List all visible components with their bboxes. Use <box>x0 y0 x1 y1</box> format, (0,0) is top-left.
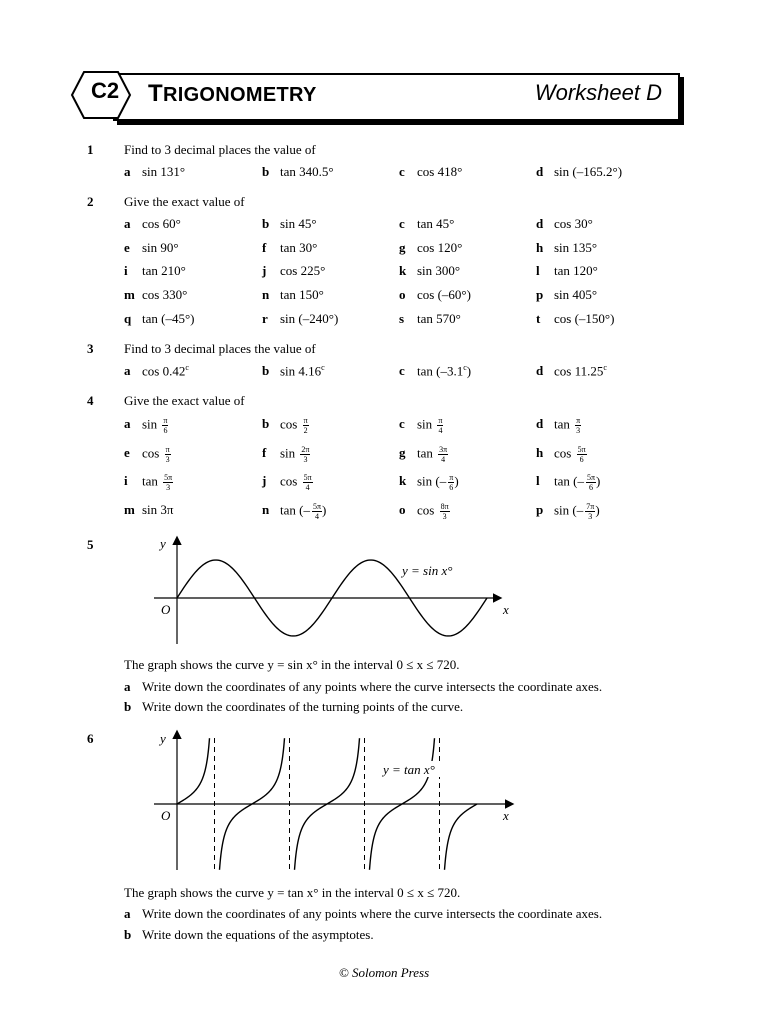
page-title: TRIGONOMETRY <box>148 80 317 107</box>
question-number: 2 <box>87 194 94 209</box>
list-item: n tan 150° <box>262 287 324 302</box>
list-item: k sin (– $\frac{\pi}{6}$ ) <box>399 473 459 492</box>
fraction: $\frac{\pi}{2}$ <box>303 416 308 435</box>
list-item: d cos 30° <box>536 216 593 231</box>
fraction: $\frac{5\pi}{6}$ <box>586 473 596 492</box>
list-item: s tan 570° <box>399 311 461 326</box>
x-axis-label: x <box>503 808 509 823</box>
fraction: $\frac{\pi}{4}$ <box>438 416 443 435</box>
list-item: d sin (–165.2°) <box>536 164 623 179</box>
fraction: $\frac{\pi}{3}$ <box>165 445 170 464</box>
list-item: l tan (– $\frac{5\pi}{6}$ ) <box>536 473 601 492</box>
fraction: $\frac{8\pi}{3}$ <box>440 502 449 521</box>
origin-label: O <box>161 808 171 823</box>
list-item: k sin 300° <box>399 263 461 278</box>
fraction: $\frac{7\pi}{3}$ <box>586 502 595 521</box>
list-item: e cos $\frac{\pi}{3}$ <box>124 445 170 464</box>
fraction: $\frac{5\pi}{6}$ <box>577 445 586 464</box>
curve-label: y = tan x° <box>383 762 435 777</box>
question-text: Find to 3 decimal places the value of <box>124 142 316 157</box>
list-item: i tan 210° <box>124 263 186 278</box>
question-number: 3 <box>87 341 94 356</box>
list-item: g tan $\frac{3\pi}{4}$ <box>399 445 448 464</box>
list-item: j cos 225° <box>262 263 326 278</box>
list-item: d cos 11.25$^c$ <box>536 363 607 379</box>
list-item: o cos $\frac{8\pi}{3}$ <box>399 502 449 521</box>
list-item: q tan (–45°) <box>124 311 195 326</box>
fraction: $\frac{2\pi}{3}$ <box>301 445 310 464</box>
list-item: p sin 405° <box>536 287 598 302</box>
list-item: p sin (– $\frac{7\pi}{3}$ ) <box>536 502 600 521</box>
tan-curve-branch <box>177 738 210 804</box>
list-item: b tan 340.5° <box>262 164 334 179</box>
list-item: h cos $\frac{5\pi}{6}$ <box>536 445 586 464</box>
question-number: 4 <box>87 393 94 408</box>
tan-graph <box>140 728 530 873</box>
list-item: c sin $\frac{\pi}{4}$ <box>399 416 443 435</box>
chapter-code: C2 <box>90 78 120 103</box>
list-item: j cos $\frac{5\pi}{4}$ <box>262 473 312 492</box>
curve-label: y = sin x° <box>402 563 453 578</box>
list-item: c cos 418° <box>399 164 463 179</box>
list-item: b Write down the equations of the asymptotes. <box>124 927 374 942</box>
list-item: c tan (–3.1$^c$) <box>399 363 472 379</box>
list-item: m cos 330° <box>124 287 188 302</box>
list-item: a cos 0.42$^c$ <box>124 363 189 379</box>
list-item: a sin 131° <box>124 164 186 179</box>
list-item: a cos 60° <box>124 216 181 231</box>
x-axis-label: x <box>503 602 509 617</box>
y-axis-label: y <box>160 731 166 746</box>
fraction: $\frac{5\pi}{3}$ <box>164 473 173 492</box>
y-axis-label: y <box>160 536 166 551</box>
fraction: $\frac{5\pi}{4}$ <box>303 473 312 492</box>
list-item: m sin 3π <box>124 502 174 517</box>
list-item: l tan 120° <box>536 263 598 278</box>
question-text: The graph shows the curve y = sin x° in the interval 0 ≤ x ≤ 720. <box>124 657 460 672</box>
origin-label: O <box>161 602 171 617</box>
list-item: t cos (–150°) <box>536 311 615 326</box>
question-number: 1 <box>87 142 94 157</box>
fraction: $\frac{5\pi}{4}$ <box>312 502 322 521</box>
list-item: a Write down the coordinates of any points where the curve intersects the coordinate axes. <box>124 679 603 694</box>
fraction: $\frac{\pi}{6}$ <box>163 416 168 435</box>
list-item: b Write down the coordinates of the turning points of the curve. <box>124 699 464 714</box>
list-item: b sin 45° <box>262 216 317 231</box>
question-text: Find to 3 decimal places the value of <box>124 341 316 356</box>
question-text: The graph shows the curve y = tan x° in the interval 0 ≤ x ≤ 720. <box>124 885 461 900</box>
list-item: n tan (– $\frac{5\pi}{4}$ ) <box>262 502 327 521</box>
question-number: 6 <box>87 731 94 746</box>
list-item: i tan $\frac{5\pi}{3}$ <box>124 473 173 492</box>
list-item: d tan $\frac{\pi}{3}$ <box>536 416 581 435</box>
fraction: $\frac{\pi}{3}$ <box>576 416 581 435</box>
list-item: b cos $\frac{\pi}{2}$ <box>262 416 308 435</box>
question-number: 5 <box>87 537 94 552</box>
list-item: f tan 30° <box>262 240 318 255</box>
list-item: e sin 90° <box>124 240 179 255</box>
list-item: r sin (–240°) <box>262 311 339 326</box>
list-item: a Write down the coordinates of any points where the curve intersects the coordinate axes. <box>124 906 603 921</box>
list-item: g cos 120° <box>399 240 463 255</box>
list-item: a sin $\frac{\pi}{6}$ <box>124 416 168 435</box>
sine-graph <box>140 532 530 647</box>
list-item: o cos (–60°) <box>399 287 471 302</box>
tan-curve-branch <box>445 804 478 870</box>
list-item: b sin 4.16$^c$ <box>262 363 325 379</box>
worksheet-label: Worksheet D <box>534 80 662 105</box>
list-item: f sin $\frac{2\pi}{3}$ <box>262 445 310 464</box>
footer-copyright: © Solomon Press <box>338 965 430 980</box>
fraction: $\frac{\pi}{6}$ <box>449 473 454 492</box>
list-item: h sin 135° <box>536 240 598 255</box>
list-item: c tan 45° <box>399 216 455 231</box>
fraction: $\frac{3\pi}{4}$ <box>439 445 448 464</box>
question-text: Give the exact value of <box>124 393 245 408</box>
question-text: Give the exact value of <box>124 194 245 209</box>
